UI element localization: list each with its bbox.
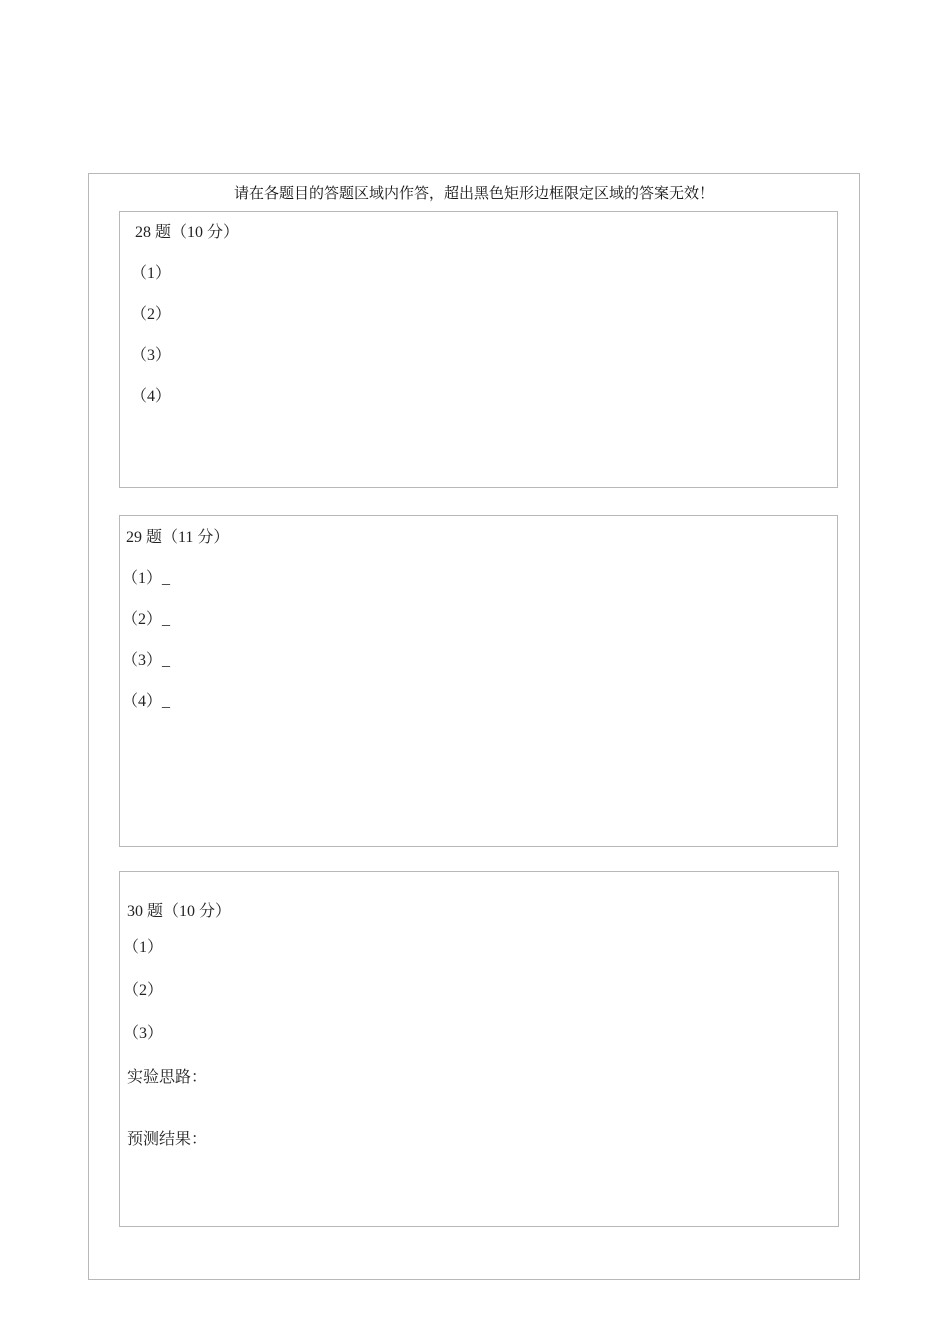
q28-title: 28 题（10 分） xyxy=(135,224,240,241)
q29-item-2: （2）_ xyxy=(122,611,171,628)
q29-item-1: （1）_ xyxy=(122,570,171,587)
q30-item-2: （2） xyxy=(123,982,164,999)
q30-answer-box[interactable] xyxy=(119,871,839,1227)
q30-predicted-result-label: 预测结果： xyxy=(127,1131,208,1148)
q28-item-3: （3） xyxy=(131,347,172,364)
notice-text: 请在各题目的答题区域内作答，超出黑色矩形边框限定区域的答案无效！ xyxy=(233,184,714,202)
q30-item-3: （3） xyxy=(123,1025,164,1042)
q30-title: 30 题（10 分） xyxy=(127,903,232,920)
q28-item-1: （1） xyxy=(131,265,172,282)
q28-answer-box[interactable] xyxy=(119,211,838,488)
q29-item-4: （4）_ xyxy=(122,693,171,710)
q29-title: 29 题（11 分） xyxy=(126,529,230,546)
q29-item-3: （3）_ xyxy=(122,652,171,669)
q30-item-1: （1） xyxy=(123,939,164,956)
q29-answer-box[interactable] xyxy=(119,515,838,847)
q30-experiment-idea-label: 实验思路： xyxy=(127,1069,208,1086)
q28-item-2: （2） xyxy=(131,306,172,323)
q28-item-4: （4） xyxy=(131,388,172,405)
